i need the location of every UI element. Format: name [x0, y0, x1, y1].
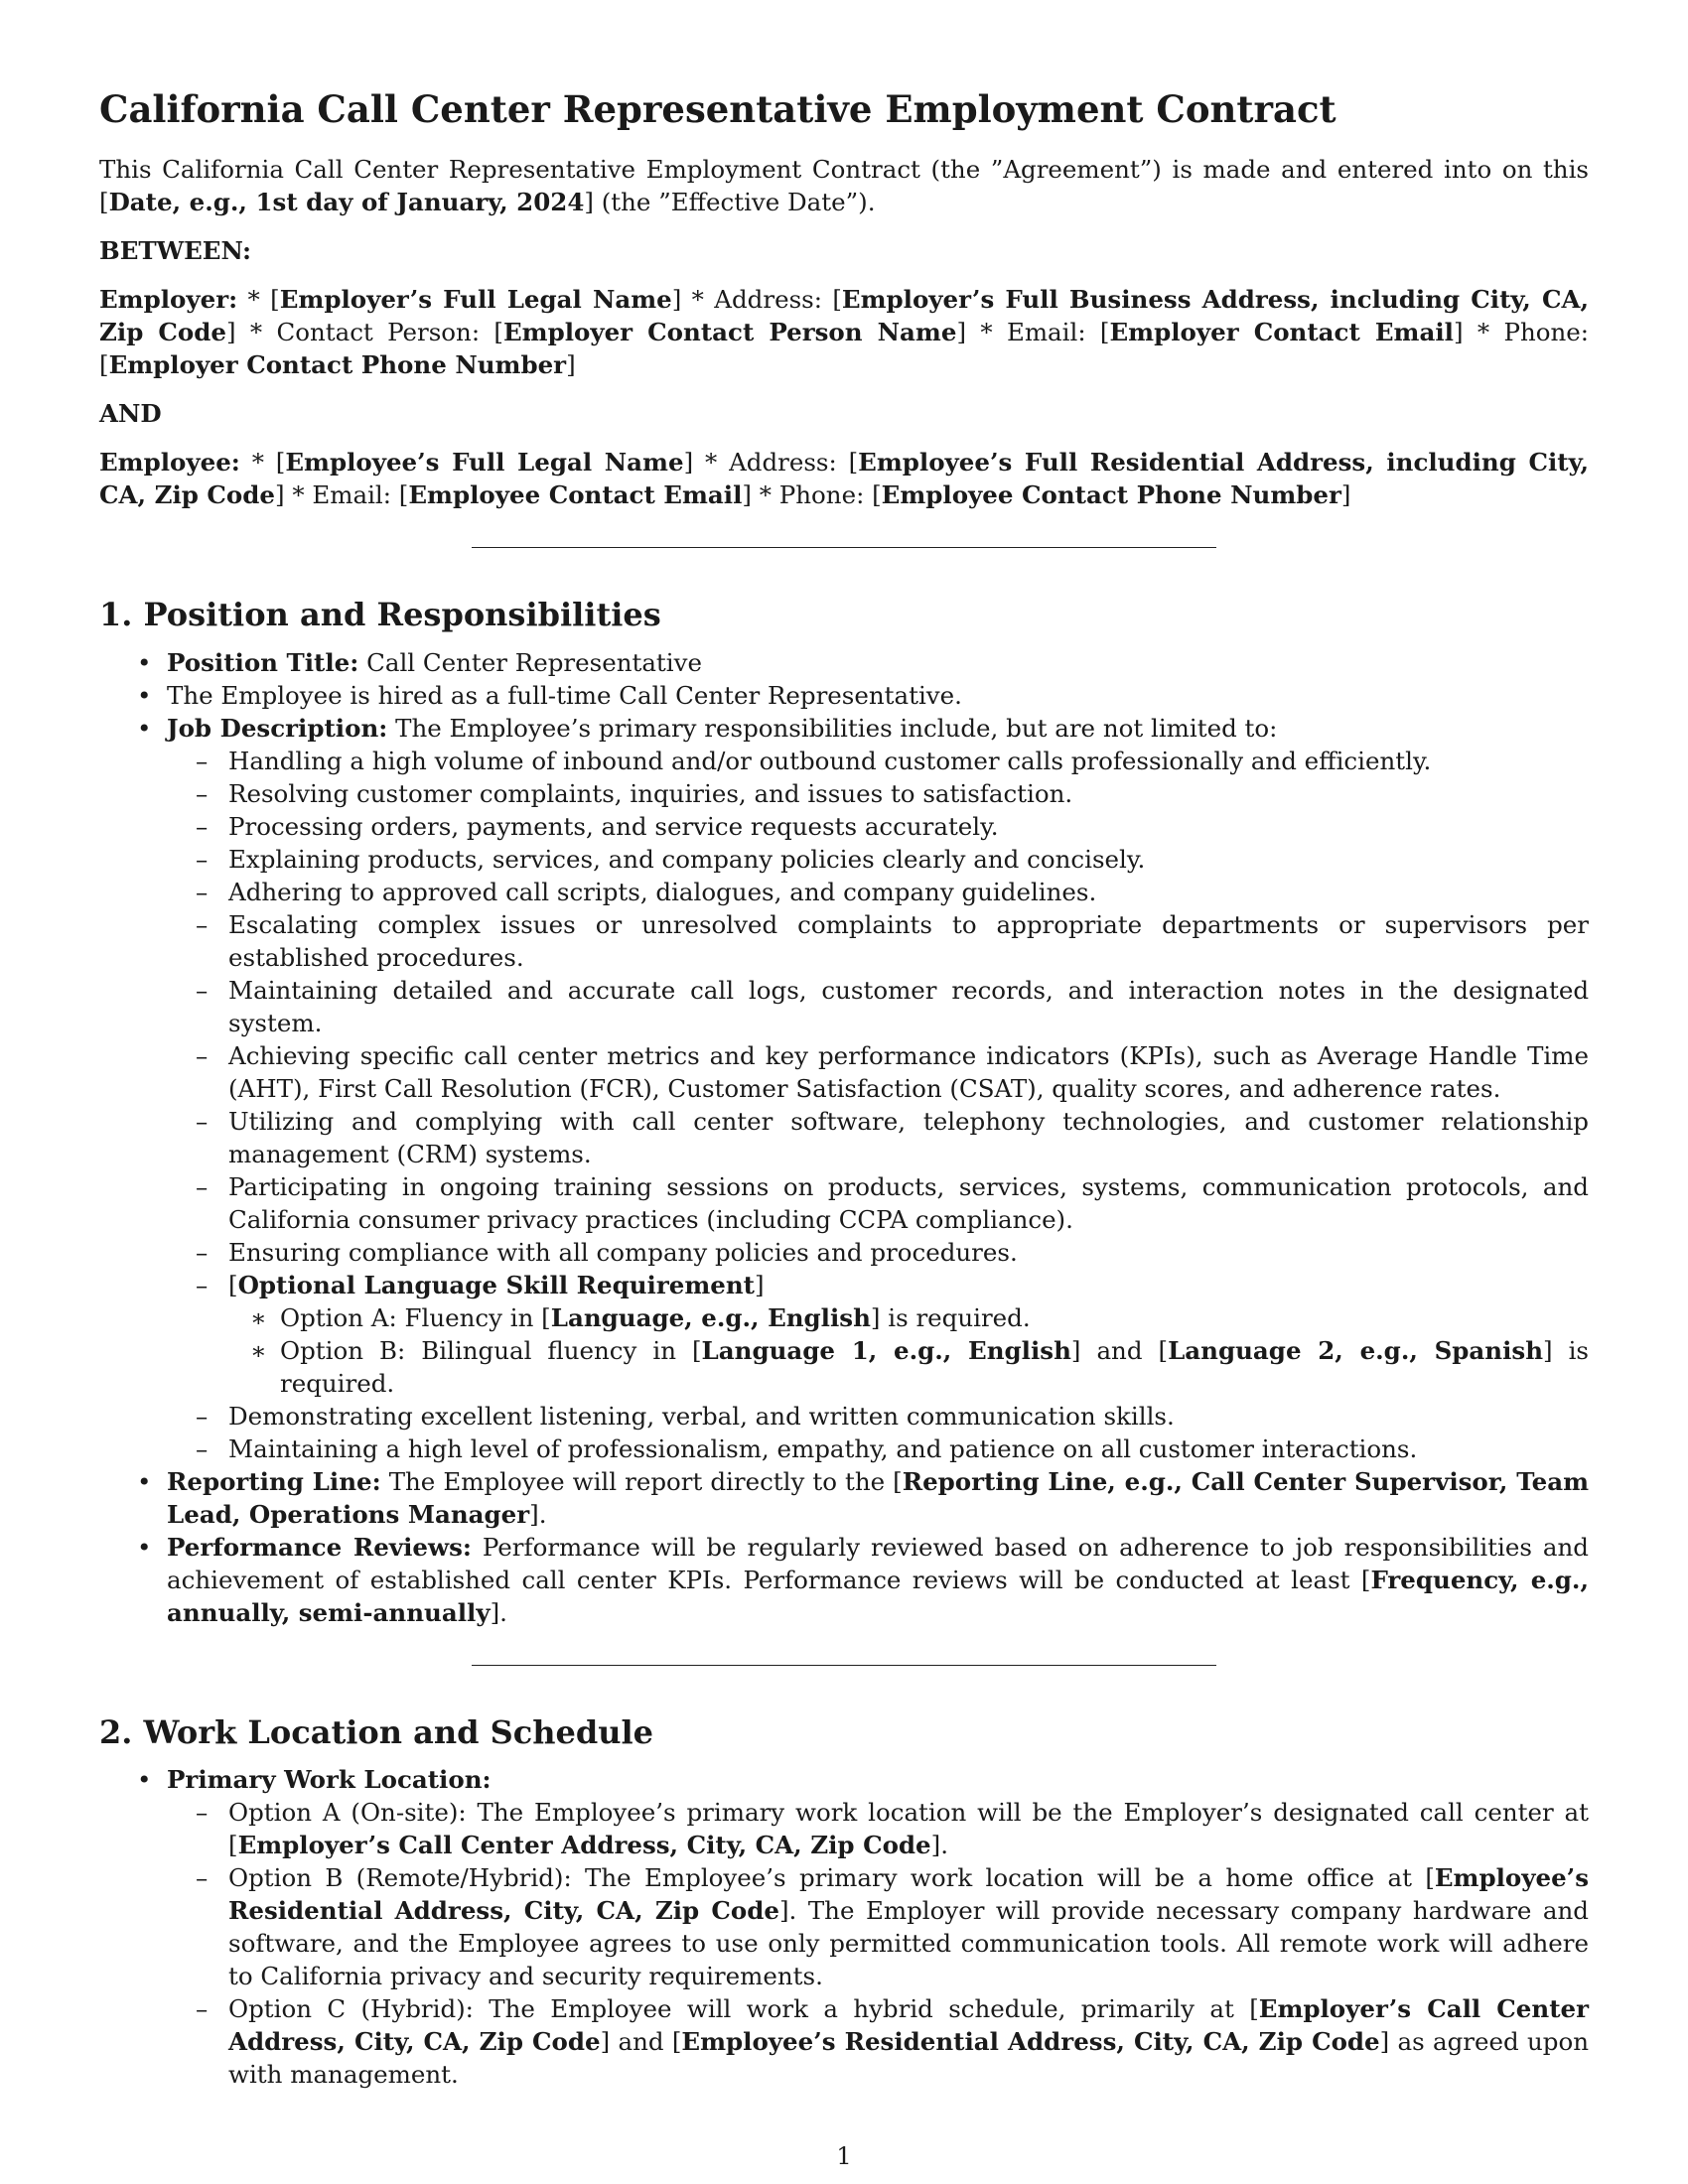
- work-location-options: [167, 1796, 1589, 2091]
- list-item: • Primary Work Location: – Option A (On-site): The Employee’s primary work location will be the Employer’s designated call center at [Employer’s Call Center Address, City, CA, Zip Code]. – Option B (Remote/Hybrid): The Employee’s primary work location will be a home office at [Employee’s Residential Address, City, CA, Zip Code]. The Employer will provide necessary company hardware and software, and the Employee agrees to use only permitted communication tools. All remote work will adhere to California privacy and security requirements. – Option C (Hybrid): The Employee will work a hybrid schedule, primarily at [Employer’s Call Center Address, City, CA, Zip Code] and [Employee’s Residential Address, City, CA, Zip Code] as agreed upon with management.: [99, 1763, 1589, 2091]
- and-label: AND: [99, 399, 162, 429]
- section-2-heading: 2. Work Location and Schedule: [99, 1712, 654, 1751]
- section-2-list: [99, 1763, 1589, 2091]
- list-item: – Adhering to approved call scripts, dialogues, and company guidelines.: [99, 876, 1589, 908]
- list-item: – Processing orders, payments, and service requests accurately.: [99, 810, 1589, 843]
- section-divider: [472, 1665, 1216, 1666]
- employee-block: Employee: * [Employee’s Full Legal Name] * Address: [Employee’s Full Residential Address, including City, CA, Zip Code] * Email: [Employee Contact Email] * Phone: [Employee Contact Phone Number]: [99, 448, 1589, 510]
- list-item: – Option C (Hybrid): The Employee will work a hybrid schedule, primarily at [Employer’s Call Center Address, City, CA, Zip Code] and [Employee’s Residential Address, City, CA, Zip Code] as agreed upon with management.: [99, 1992, 1589, 2091]
- page-number: 1: [836, 2142, 852, 2170]
- section-divider: [472, 547, 1216, 548]
- list-item: – Participating in ongoing training sessions on products, services, systems, communication protocols, and California consumer privacy practices (including CCPA compliance).: [99, 1170, 1589, 1236]
- section-1-list: [99, 646, 1589, 1629]
- employer-block: Employer: * [Employer’s Full Legal Name] * Address: [Employer’s Full Business Address, including City, CA, Zip Code] * Contact Person: [Employer Contact Person Name] * Email: [Employer Contact Email] * Phone: [Employer Contact Phone Number]: [99, 285, 1590, 380]
- list-item: – Option B (Remote/Hybrid): The Employee’s primary work location will be a home office at [Employee’s Residential Address, City, CA, Zip Code]. The Employer will provide necessary company hardware and software, and the Employee agrees to use only permitted communication tools. All remote work will adhere to California privacy and security requirements.: [99, 1861, 1589, 1992]
- list-item: – Ensuring compliance with all company policies and procedures.: [99, 1236, 1589, 1269]
- list-item: – Utilizing and complying with call center software, telephony technologies, and customer relationship management (CRM) systems.: [99, 1105, 1589, 1170]
- list-item: • Reporting Line: The Employee will report directly to the [Reporting Line, e.g., Call Center Supervisor, Team Lead, Operations Manager].: [99, 1465, 1589, 1531]
- duties-list: [167, 745, 1589, 1465]
- list-item: – Option A (On-site): The Employee’s primary work location will be the Employer’s designated call center at [Employer’s Call Center Address, City, CA, Zip Code].: [99, 1796, 1589, 1861]
- list-item: ∗ Option A: Fluency in [Language, e.g., English] is required.: [99, 1301, 1589, 1334]
- section-1-heading: 1. Position and Responsibilities: [99, 596, 661, 634]
- list-item: – [Optional Language Skill Requirement] ∗ Option A: Fluency in [Language, e.g., English] is required. ∗ Option B: Bilingual fluency in [Language 1, e.g., English] and [Language 2, e.g., Spanish] is required.: [99, 1269, 1589, 1400]
- list-item: • Performance Reviews: Performance will be regularly reviewed based on adherence to job responsibilities and achievement of established call center KPIs. Performance reviews will be conducted at least [Frequency, e.g., annually, semi-annually].: [99, 1531, 1589, 1629]
- list-item: • The Employee is hired as a full-time Call Center Representative.: [99, 679, 1589, 712]
- document-title: California Call Center Representative Employment Contract: [99, 87, 1336, 131]
- language-options-list: [228, 1301, 1589, 1400]
- list-item: – Handling a high volume of inbound and/or outbound customer calls professionally and efficiently.: [99, 745, 1589, 777]
- document-page: [99, 87, 1589, 2091]
- list-item: – Maintaining detailed and accurate call logs, customer records, and interaction notes in the designated system.: [99, 974, 1589, 1039]
- list-item: • Job Description: The Employee’s primary responsibilities include, but are not limited to: – Handling a high volume of inbound and/or outbound customer calls professionally and efficiently. – Resolving customer complaints, inquiries, and issues to satisfaction. – Processing orders, payments, and service requests accurately. – Explaining products, services, and company policies clearly and concisely. – Adhering to approved call scripts, dialogues, and company guidelines. – Escalating complex issues or unresolved complaints to appropriate departments or supervisors per established procedures. – Maintaining detailed and accurate call logs, customer records, and interaction notes in the designated system. – Achieving specific call center metrics and key performance indicators (KPIs), such as Average Handle Time (AHT), First Call Resolution (FCR), Customer Satisfaction (CSAT), quality scores, and adherence rates. – Utilizing and complying with call center software, telephony technologies, and customer relationship management (CRM) systems. – Participating in ongoing training sessions on products, services, systems, communication protocols, and California consumer privacy practices (including CCPA compliance). – Ensuring compliance with all company policies and procedures. – [Optional Language Skill Requirement] ∗ Option A: Fluency in [Language, e.g., English] is required. ∗ Option B: Bilingual fluency in [Language 1, e.g., English] and [Language 2, e.g., Spanish] is required. – Demonstrating excellent listening, verbal, and written communication skills. – Maintaining a high level of professionalism, empathy, and patience on all customer interactions.: [99, 712, 1589, 1465]
- list-item: – Escalating complex issues or unresolved complaints to appropriate departments or supervisors per established procedures.: [99, 908, 1589, 974]
- list-item: ∗ Option B: Bilingual fluency in [Language 1, e.g., English] and [Language 2, e.g., Spanish] is required.: [99, 1334, 1589, 1400]
- list-item: • Position Title: Call Center Representative: [99, 646, 1589, 679]
- list-item: – Resolving customer complaints, inquiries, and issues to satisfaction.: [99, 777, 1589, 810]
- intro-paragraph: This California Call Center Representative Employment Contract (the ”Agreement”) is made and entered into on this [Date, e.g., 1st day of January, 2024] (the ”Effective Date”).: [99, 155, 1589, 217]
- between-label: BETWEEN:: [99, 236, 252, 266]
- list-item: – Maintaining a high level of professionalism, empathy, and patience on all customer interactions.: [99, 1433, 1589, 1465]
- list-item: – Achieving specific call center metrics and key performance indicators (KPIs), such as Average Handle Time (AHT), First Call Resolution (FCR), Customer Satisfaction (CSAT), quality scores, and adherence rates.: [99, 1039, 1589, 1105]
- list-item: – Explaining products, services, and company policies clearly and concisely.: [99, 843, 1589, 876]
- list-item: – Demonstrating excellent listening, verbal, and written communication skills.: [99, 1400, 1589, 1433]
